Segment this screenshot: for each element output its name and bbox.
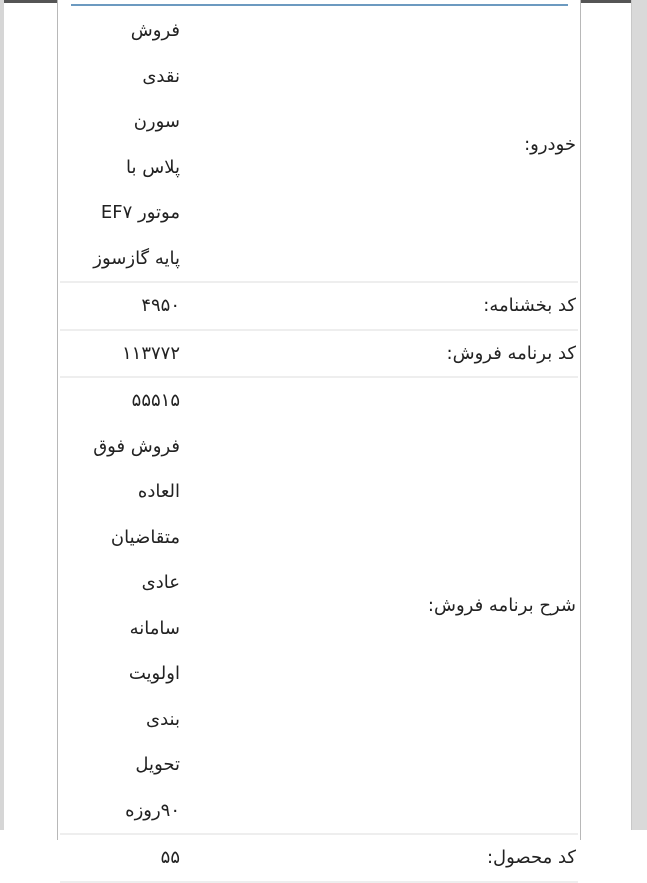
- value-line: ۹۰روزه: [125, 799, 180, 821]
- value-line: فروش: [130, 20, 180, 41]
- row-label: خودرو:: [524, 133, 576, 155]
- value-line: سامانه: [129, 617, 180, 639]
- row-value: [60, 377, 180, 834]
- row-label: شرح برنامه فروش:: [427, 594, 576, 616]
- row-label: کد بخشنامه:: [483, 295, 576, 316]
- row-value: [60, 282, 180, 330]
- value-line: نقدی: [142, 65, 180, 87]
- row-value: [60, 8, 180, 282]
- value-line: تحویل: [135, 754, 180, 775]
- details-table: [60, 8, 578, 883]
- value-line: ۱۱۳۷۷۲: [121, 342, 180, 364]
- value-line: اولویت: [128, 663, 180, 684]
- value-line: ۵۵: [160, 847, 180, 868]
- details-card: [57, 0, 581, 868]
- table-row: [60, 330, 578, 378]
- table-row: [60, 282, 578, 330]
- table-row: [60, 834, 578, 882]
- value-line: پایه گازسوز: [93, 247, 180, 269]
- table-row: [60, 377, 578, 834]
- scrollbar[interactable]: [631, 0, 647, 830]
- left-edge: [0, 0, 4, 830]
- table-row: [60, 8, 578, 282]
- value-line: فروش فوق: [93, 435, 180, 457]
- value-line: ۴۹۵۰: [141, 295, 180, 316]
- row-label: کد برنامه فروش:: [446, 342, 576, 364]
- value-line: العاده: [137, 481, 180, 502]
- value-line: پلاس با: [126, 156, 180, 178]
- row-label: کد محصول:: [486, 847, 576, 868]
- row-value: [60, 834, 180, 882]
- value-line: موتور EF۷: [100, 202, 180, 223]
- value-line: عادی: [141, 572, 180, 593]
- row-value: [60, 330, 180, 378]
- value-line: متقاضیان: [110, 526, 180, 548]
- value-line: ۵۵۵۱۵: [131, 390, 180, 411]
- value-line: بندی: [146, 708, 180, 730]
- value-line: سورن: [133, 111, 180, 132]
- accent-divider: [71, 4, 568, 6]
